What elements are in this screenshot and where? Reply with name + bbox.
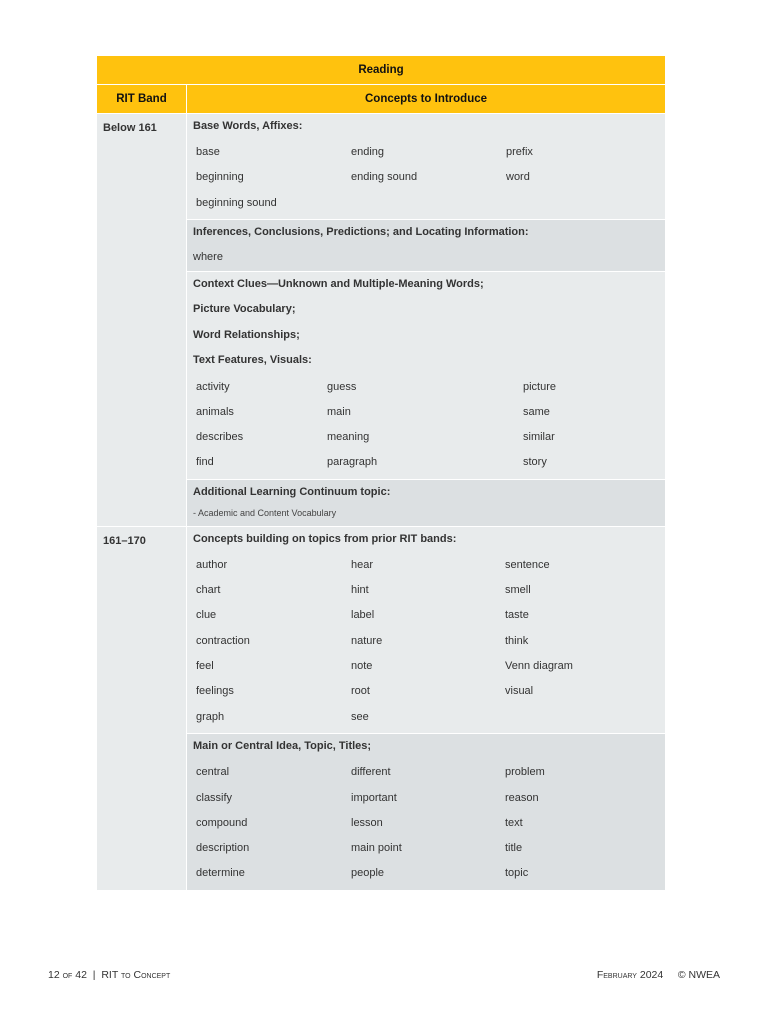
word: central: [196, 766, 230, 779]
word: main: [327, 405, 351, 418]
word: Venn diagram: [505, 659, 573, 672]
word: problem: [505, 766, 545, 779]
word: lesson: [351, 816, 383, 829]
copyright: © NWEA: [677, 969, 720, 981]
section-heading: Base Words, Affixes:: [193, 120, 303, 132]
word: title: [505, 842, 523, 855]
word: beginning: [196, 171, 244, 184]
word: prefix: [506, 146, 533, 159]
band-label: Below 161: [97, 114, 186, 526]
word: meaning: [327, 431, 370, 444]
word: determine: [196, 867, 245, 880]
section-main-idea: [187, 734, 665, 890]
reading-table: [97, 56, 665, 890]
section-context-clues: [187, 272, 665, 479]
word: smell: [505, 584, 531, 597]
word: visual: [505, 685, 534, 698]
word: clue: [196, 609, 217, 622]
document-title: RIT to Concept: [101, 969, 171, 981]
word: different: [351, 766, 391, 779]
section-prior-topics: [187, 527, 665, 734]
band-161-170: [97, 527, 665, 891]
rit-band-header: RIT Band: [97, 85, 186, 113]
band-below-161: [97, 114, 665, 526]
section-heading: Picture Vocabulary;: [193, 303, 296, 316]
word: ending sound: [351, 171, 418, 184]
word: hear: [351, 558, 374, 571]
word: graph: [196, 710, 225, 723]
word: see: [351, 710, 369, 723]
section-heading: Text Features, Visuals:: [193, 354, 312, 367]
word: root: [351, 685, 370, 698]
word: topic: [505, 867, 529, 880]
word: classify: [196, 791, 233, 804]
word: important: [351, 791, 397, 804]
word-grid: [193, 552, 659, 733]
section-heading: Word Relationships;: [193, 328, 300, 341]
section-heading: Context Clues—Unknown and Multiple-Meaning Words;: [193, 277, 484, 290]
footer-separator: |: [89, 969, 99, 981]
band-label: 161–170: [97, 527, 186, 891]
word: paragraph: [327, 456, 378, 469]
section-heading: Main or Central Idea, Topic, Titles;: [193, 740, 372, 753]
footer-left: [48, 969, 170, 981]
word: author: [196, 558, 228, 571]
page-number: 12 of 42: [48, 969, 87, 981]
section-heading: Inferences, Conclusions, Predictions; and Locating Information:: [193, 226, 529, 239]
word: think: [505, 634, 529, 647]
word: describes: [196, 431, 244, 444]
section-text: where: [193, 250, 223, 263]
word: animals: [196, 405, 234, 418]
section-heading: Additional Learning Continuum topic:: [193, 486, 391, 499]
word: base: [196, 146, 220, 159]
word: description: [196, 842, 250, 855]
word: reason: [505, 791, 539, 804]
word: nature: [351, 634, 383, 647]
section-heading: Concepts building on topics from prior RIT bands:: [193, 532, 457, 545]
word: taste: [505, 609, 529, 622]
section-additional-topic: [187, 480, 665, 526]
word: note: [351, 659, 373, 672]
publication-date: February 2024: [596, 969, 664, 981]
header-row: [97, 85, 665, 113]
word: activity: [196, 380, 230, 393]
word: same: [523, 405, 550, 418]
word: feelings: [196, 685, 234, 698]
word: story: [523, 456, 547, 469]
concepts-header: Concepts to Introduce: [187, 85, 665, 113]
section-base-words: [187, 114, 665, 219]
word: hint: [351, 584, 369, 597]
section-inferences: [187, 220, 665, 271]
word: feel: [196, 659, 214, 672]
word: label: [351, 609, 375, 622]
word: main point: [351, 842, 402, 855]
word: people: [351, 867, 385, 880]
word: chart: [196, 584, 221, 597]
band-concepts: [187, 527, 665, 891]
word: guess: [327, 380, 357, 393]
section-note: - Academic and Content Vocabulary: [193, 507, 337, 518]
word: text: [505, 816, 523, 829]
table-title: Reading: [97, 56, 665, 84]
word: beginning sound: [196, 196, 277, 209]
word-grid: [193, 374, 659, 479]
word: contraction: [196, 634, 250, 647]
word-grid: [193, 140, 659, 220]
word: find: [196, 456, 214, 469]
word: picture: [523, 380, 557, 393]
band-concepts: [187, 114, 665, 526]
word: similar: [523, 431, 555, 444]
footer-spacer: [666, 969, 675, 981]
word-grid: [193, 760, 659, 890]
word: word: [506, 171, 530, 184]
word: compound: [196, 816, 248, 829]
word: sentence: [505, 558, 550, 571]
footer-right: [597, 969, 720, 981]
word: ending: [351, 146, 385, 159]
